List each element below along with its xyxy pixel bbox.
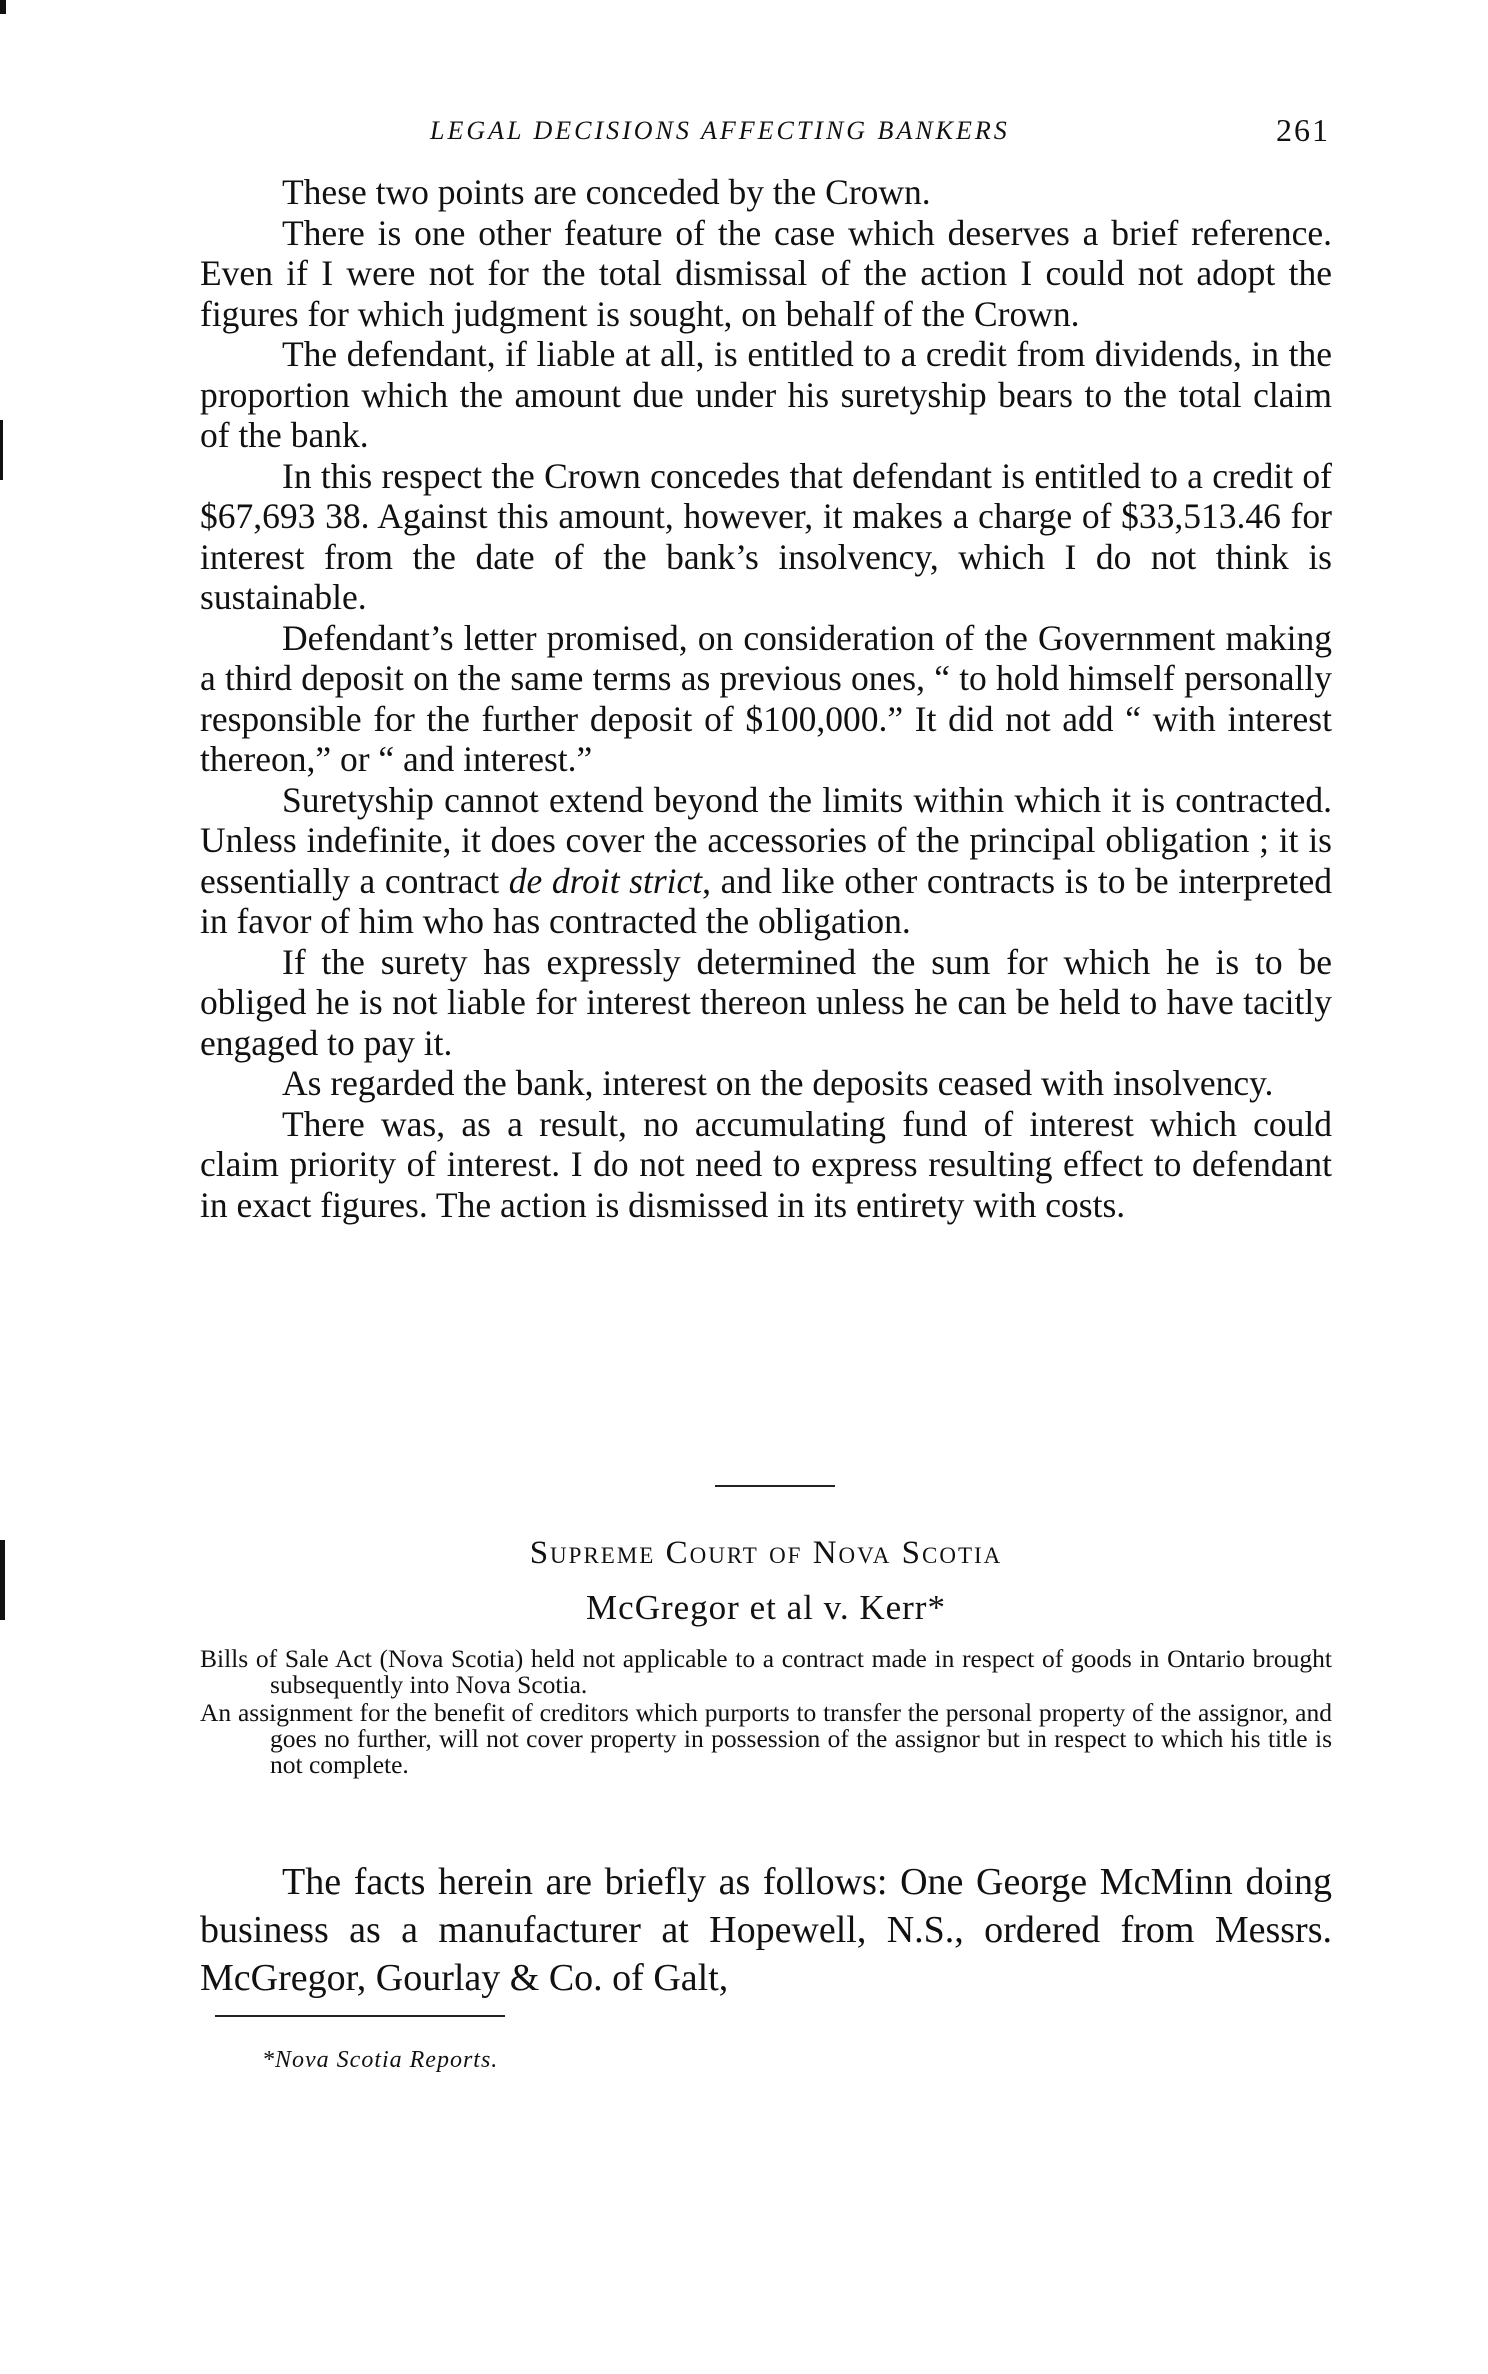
headnotes bbox=[200, 1646, 1332, 1780]
case-title: McGregor et al v. Kerr* bbox=[586, 1588, 946, 1627]
left-edge-mark bbox=[0, 420, 3, 480]
running-head bbox=[200, 112, 1330, 152]
paragraph bbox=[200, 780, 1332, 942]
headnote: Bills of Sale Act (Nova Scotia) held not applicable to a contract made in respect of goods in Ontario brought subsequently into Nova Scotia. bbox=[200, 1644, 1332, 1699]
body-text bbox=[200, 172, 1332, 1225]
section-divider bbox=[715, 1485, 835, 1487]
page-number: 261 bbox=[1276, 112, 1330, 148]
text-run: Suretyship cannot extend beyond the limits within which it is contracted. Unless indefinite, it does cover the accessories of the principal obligation ; it is essentially a contract bbox=[200, 779, 1332, 901]
text-run: , and like other contracts is to be interpreted in favor of him who has contracted the obligation. bbox=[200, 860, 1332, 941]
footnote: *Nova Scotia Reports. bbox=[262, 2047, 499, 2073]
paragraph: As regarded the bank, interest on the deposits ceased with insolvency. bbox=[282, 1063, 1274, 1103]
paragraph: There is one other feature of the case which deserves a brief reference. Even if I were not for the total dismissal of the action I could not adopt the figures for which judgment is sought, on behalf of the Crown. bbox=[200, 212, 1332, 334]
paragraph: Defendant’s letter promised, on consideration of the Government making a third deposit on the same terms as previous ones, “ to hold himself personally responsible for the further deposit of $100,000.” It did not add “ with interest thereon,” or “ and interest.” bbox=[200, 617, 1332, 779]
left-edge-mark bbox=[0, 0, 6, 14]
facts-paragraph: The facts herein are briefly as follows: One George McMinn doing business as a manufacturer at Hopewell, N.S., ordered from Messrs. McGregor, Gourlay & Co. of Galt, bbox=[200, 1861, 1332, 1999]
paragraph: There was, as a result, no accumulating fund of interest which could claim priority of interest. I do not need to express resulting effect to defendant in exact figures. The action is dismissed in its entirety with costs. bbox=[200, 1103, 1332, 1225]
paragraph: If the surety has expressly determined the sum for which he is to be obliged he is not liable for interest thereon unless he can be held to have tacitly engaged to pay it. bbox=[200, 941, 1332, 1063]
paragraph: These two points are conceded by the Crown. bbox=[282, 172, 931, 212]
paragraph: The defendant, if liable at all, is entitled to a credit from dividends, in the proportion which the amount due under his suretyship bears to the total claim of the bank. bbox=[200, 334, 1332, 455]
running-title: LEGAL DECISIONS AFFECTING BANKERS bbox=[430, 116, 1010, 145]
italic-phrase: de droit strict bbox=[508, 860, 703, 901]
court-heading: Supreme Court of Nova Scotia bbox=[529, 1535, 1003, 1571]
footnote-rule bbox=[215, 2015, 505, 2017]
paragraph: In this respect the Crown concedes that defendant is entitled to a credit of $67,693 38. Against this amount, however, it makes a charge of $33,513.46 for interest from the date of the bank’s insolvency, which I do not think is sustainable. bbox=[200, 455, 1332, 617]
headnote: An assignment for the benefit of creditors which purports to transfer the personal property of the assignor, and goes no further, will not cover property in possession of the assignor but in respect to which his title is not complete. bbox=[200, 1698, 1332, 1779]
facts-section bbox=[200, 1858, 1332, 2002]
left-edge-mark bbox=[0, 1540, 5, 1620]
